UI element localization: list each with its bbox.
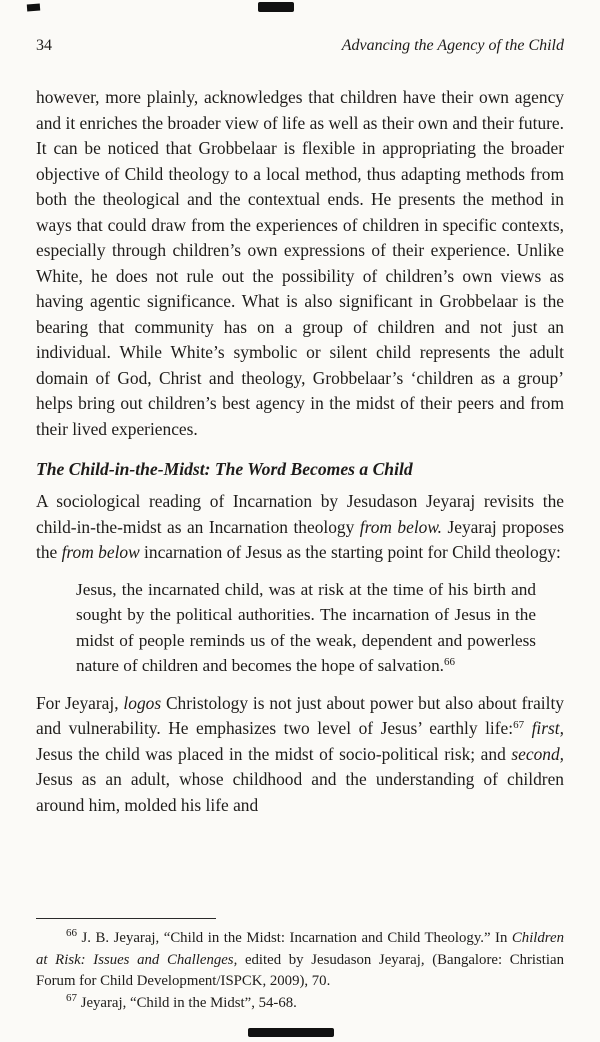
block-quote: [76, 577, 536, 679]
text-run: A sociological reading of Incarnation by Jesudason Jeyaraj revisits the child-in-the-midst as an Incarnation theology: [36, 491, 564, 537]
footnote-ref-67: 67: [513, 719, 525, 731]
text-run: Jesus the child was placed in the midst of socio-political risk; and: [36, 743, 512, 764]
text-run: For Jeyaraj,: [36, 692, 124, 713]
text-run-italic: second,: [511, 743, 564, 764]
paragraph-2: [36, 489, 564, 566]
footnote-67: [36, 993, 564, 1015]
footnote-marker: 67: [66, 991, 77, 1004]
text-run: Jeyaraj, “Child in the Midst”, 54-68.: [77, 994, 297, 1011]
text-run: incarnation of Jesus as the starting point for Child theology:: [139, 542, 561, 562]
text-run: Jeyaraj proposes the: [36, 516, 564, 562]
footnote-ref-66: 66: [443, 656, 455, 668]
running-title: Advancing the Agency of the Child: [341, 37, 564, 54]
text-run: J. B. Jeyaraj, “Child in the Midst: Incarnation and Child Theology.” In: [77, 930, 512, 946]
text-run: edited by Jesudason Jeyaraj, (Bangalore: Christian Forum for Child Development/ISPCK, 2009), 70.: [36, 951, 564, 989]
text-run-italic: from below.: [359, 516, 443, 537]
scan-artifact: [258, 2, 294, 12]
text-run-italic: logos: [123, 692, 162, 713]
footnote-marker: 66: [66, 927, 77, 939]
page-body: [36, 85, 564, 818]
footnote-separator: [36, 918, 216, 919]
scan-artifact: [27, 4, 40, 12]
scan-artifact: [248, 1028, 334, 1037]
text-run: Jesus, the incarnated child, was at risk at the time of his birth and sought by the political authorities. The incarnation of Jesus in the midst of people reminds us of the weak, dependent and powerless nature of children and becomes the hope of salvation.: [76, 579, 536, 675]
text-run-italic: from below: [61, 542, 140, 562]
footnotes-section: [36, 918, 564, 1014]
page-number: 34: [36, 37, 52, 54]
section-heading: The Child-in-the-Midst: The Word Becomes a Child: [36, 459, 413, 479]
page-header: [36, 0, 564, 55]
text-run-italic: Children at Risk: Issues and Challenges,: [36, 930, 564, 968]
paragraph-3: [36, 691, 564, 819]
footnote-66: [36, 928, 564, 993]
text-run-italic: first,: [524, 718, 564, 738]
text-run: Christology is not just about power but also about frailty and vulnerability. He emphasizes two level of Jesus’ earthly life:: [36, 692, 564, 738]
paragraph-1: however, more plainly, acknowledges that children have their own agency and it enriches the broader view of life as well as their own and their future. It can be noticed that Grobbelaar is flexible in appropriating the broader objective of Child theology to a local method, thus adapting methods from both the theological and the contextual ends. He presents the method in ways that could draw from the experiences of children in specific contexts, especially through children’s own expressions of their experience. Unlike White, he does not rule out the possibility of children’s own views as having agentic significance. What is also significant in Grobbelaar is the bearing that community has on a group of children and not just an individual. While White’s symbolic or silent child represents the adult domain of God, Christ and theology, Grobbelaar’s ‘children as a group’ helps bring out children’s best agency in the midst of their peers and from their lived experiences.: [36, 87, 564, 439]
text-run: Jesus as an adult, whose childhood and the understanding of children around him, molded his life and: [36, 769, 564, 815]
